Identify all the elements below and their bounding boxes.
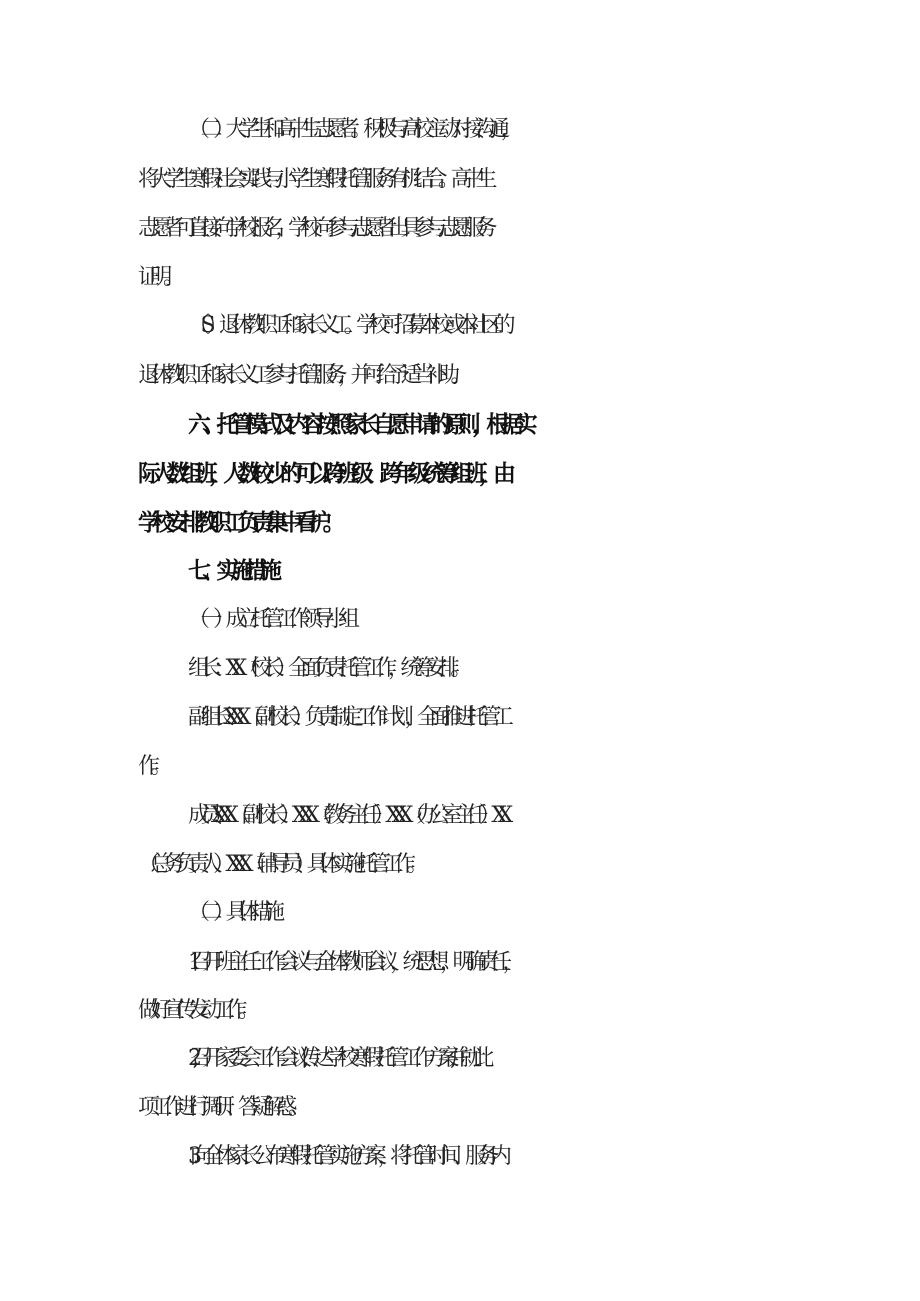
- paragraph-line: 将大学生寒假社会实践与小学生寒假托管服务有机结合。高中生: [138, 167, 489, 192]
- paragraph-line: 成员:XXX（副校长）XXX（教务主任）XXX（办公室主任）XX: [188, 803, 504, 828]
- subsection-heading: （二）具体措施: [188, 900, 276, 925]
- paragraph-line: 项工作进行调研、答疑解惑。: [138, 1095, 301, 1120]
- paragraph-line: 1.召开班主任工作会议与全体教师会议，统思想，明确责任，: [188, 950, 515, 975]
- paragraph-line: 作。: [138, 754, 164, 779]
- paragraph-line: 副组长:XXX（副校长）负责制定工作计划，全面推进托管工: [188, 705, 505, 730]
- subsection-heading: （一）成立托管工作领导小组: [188, 607, 351, 632]
- paragraph-line: 组长：XX（校长）全面负责托管工作，统筹安排。: [188, 656, 463, 681]
- paragraph-line: （S）退休教职工和家长义工。学校可招募本校或本社区的: [188, 313, 507, 338]
- paragraph-line: 做好宣传发动工作。: [138, 998, 251, 1023]
- paragraph-line: 3.向全体家长公布寒假托管实施方案，将托管时间、服务内: [188, 1144, 503, 1169]
- paragraph-line: （总务负责人）XXX（辅导员）具体实施托管工作。: [138, 852, 419, 877]
- paragraph-line: 退休教职工和家长义工参与托管服务，并可给予适当补助。: [138, 363, 464, 388]
- paragraph-line: 证明。: [138, 265, 176, 290]
- section-heading: 七、实施措施: [188, 558, 274, 584]
- paragraph-line: 2,召开家委会工作会议,传达学校寒假托管工作方案,并就此: [188, 1046, 485, 1071]
- paragraph-line: 志愿者可直接向学校报名，学校向参与志愿者出具参与志愿服务: [138, 216, 489, 241]
- section-heading-line: 六、托管模式及内容按照家长自愿申请的原则，根据实: [188, 412, 529, 438]
- section-heading-line: 学校安排教职工负责集中看护。: [138, 510, 337, 536]
- section-heading-line: 际人数组班，人数较少的可以跨班级、跨年级统筹组班，由: [138, 461, 508, 487]
- paragraph-line: （二）大学生和高中生志愿者。积极与高校主动对接沟通，: [188, 117, 514, 142]
